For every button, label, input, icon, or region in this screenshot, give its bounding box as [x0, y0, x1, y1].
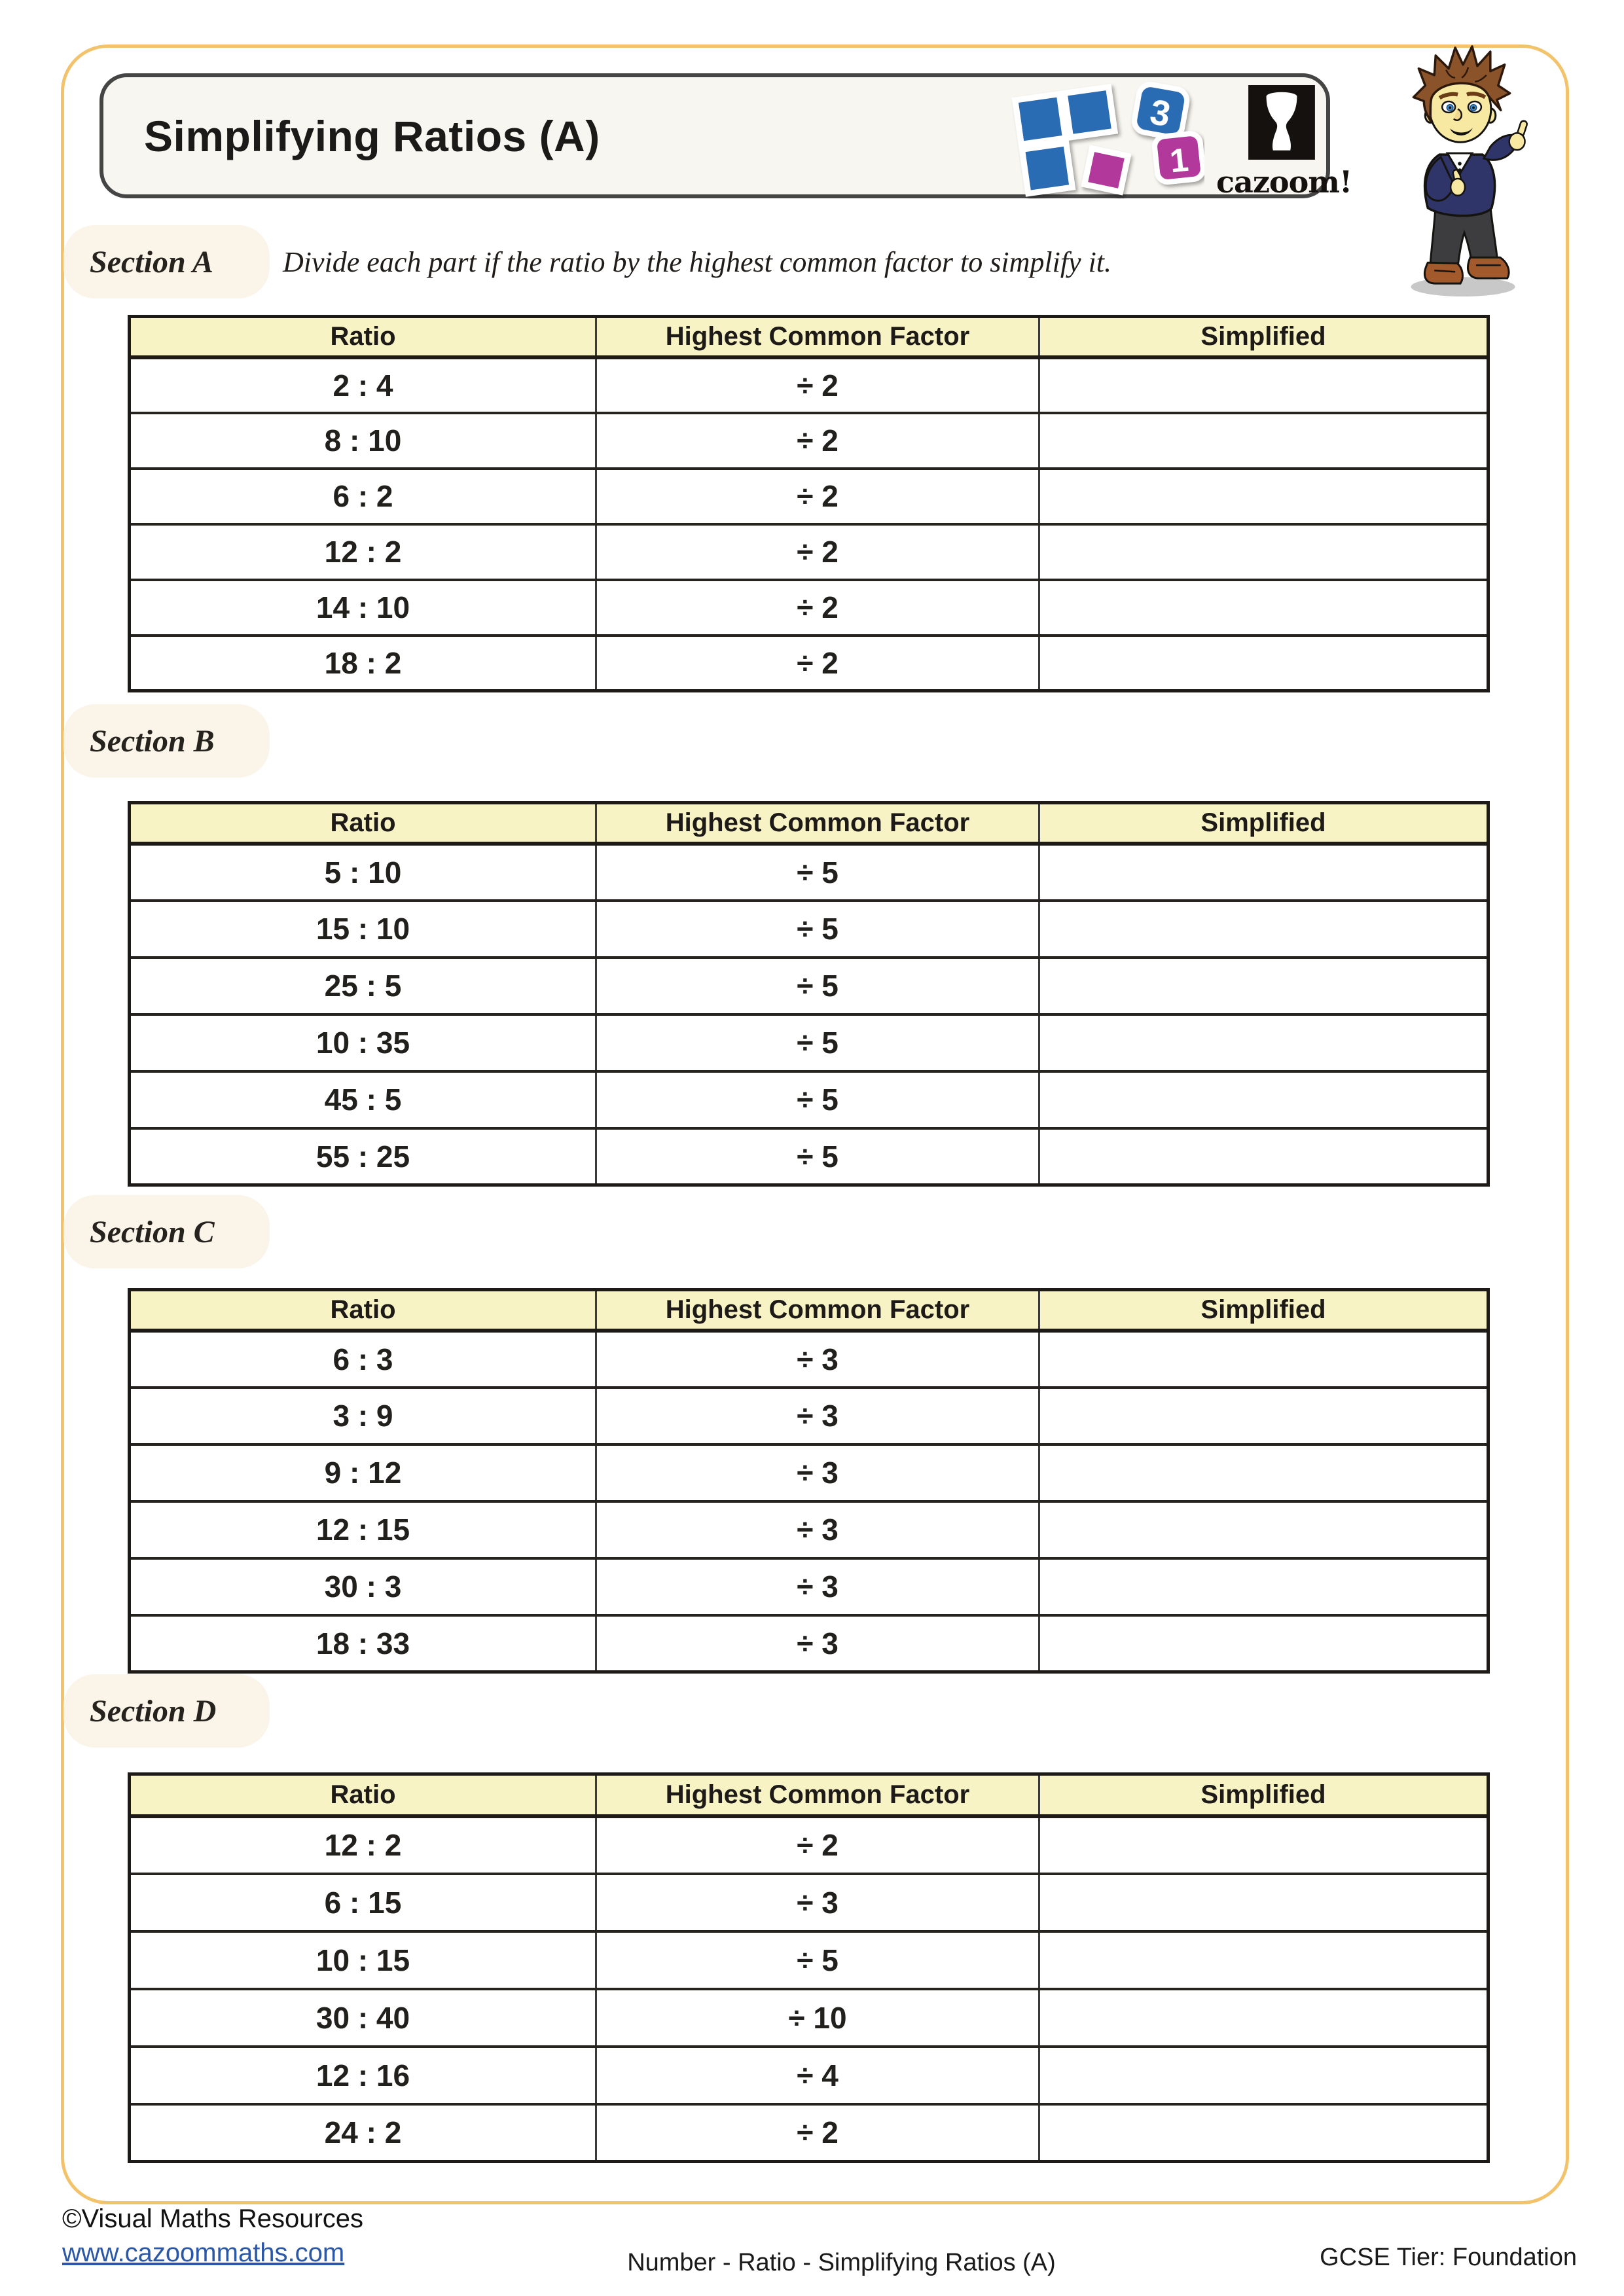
ratio-cell: 18 : 2: [130, 636, 596, 691]
hcf-cell: ÷ 3: [596, 1501, 1039, 1558]
simplified-answer-cell: [1039, 357, 1489, 413]
ratio-cell: 9 : 12: [130, 1444, 596, 1501]
table-row: [130, 1501, 1489, 1558]
section-b-table: [128, 801, 1490, 1187]
ratio-cell: 10 : 35: [130, 1014, 596, 1071]
table-row: [130, 958, 1489, 1014]
simplified-answer-cell: [1039, 413, 1489, 469]
cazoom-logo: [1216, 85, 1352, 200]
table-row: [130, 580, 1489, 636]
simplified-answer-cell: [1039, 1128, 1489, 1185]
simplified-answer-cell: [1039, 1331, 1489, 1388]
hcf-cell: ÷ 5: [596, 901, 1039, 958]
ratio-cell: 55 : 25: [130, 1128, 596, 1185]
col-header-simplified: Simplified: [1039, 1774, 1489, 1816]
table-row: [130, 636, 1489, 691]
ratio-cell: 45 : 5: [130, 1071, 596, 1128]
svg-text:1: 1: [1168, 141, 1191, 180]
simplified-answer-cell: [1039, 1444, 1489, 1501]
ratio-cell: 5 : 10: [130, 844, 596, 901]
table-row: [130, 1388, 1489, 1444]
ratio-cell: 18 : 33: [130, 1615, 596, 1672]
header-row: [130, 1774, 1489, 1816]
simplified-answer-cell: [1039, 901, 1489, 958]
table-row: [130, 524, 1489, 580]
table-row: [130, 1989, 1489, 2047]
hcf-cell: ÷ 2: [596, 636, 1039, 691]
hcf-cell: ÷ 2: [596, 580, 1039, 636]
table-row: [130, 357, 1489, 413]
hcf-cell: ÷ 10: [596, 1989, 1039, 2047]
hcf-cell: ÷ 3: [596, 1444, 1039, 1501]
ratio-cell: 12 : 2: [130, 1816, 596, 1874]
copyright-text: ©Visual Maths Resources: [62, 2204, 364, 2233]
col-header-hcf: Highest Common Factor: [596, 1290, 1039, 1331]
drum-icon: [1248, 85, 1315, 160]
table-row: [130, 1444, 1489, 1501]
number-3-tile-icon: [1132, 82, 1189, 139]
mascot-boy-illustration: [1391, 36, 1545, 303]
hcf-cell: ÷ 2: [596, 357, 1039, 413]
simplified-answer-cell: [1039, 1071, 1489, 1128]
ratio-cell: 12 : 16: [130, 2047, 596, 2104]
table-row: [130, 1558, 1489, 1615]
simplified-answer-cell: [1039, 958, 1489, 1014]
simplified-answer-cell: [1039, 1816, 1489, 1874]
ratio-cell: 12 : 15: [130, 1501, 596, 1558]
ratio-cell: 8 : 10: [130, 413, 596, 469]
hcf-cell: ÷ 2: [596, 1816, 1039, 1874]
ratio-cell: 2 : 4: [130, 357, 596, 413]
table-row: [130, 1331, 1489, 1388]
instruction-text: Divide each part if the ratio by the highest common factor to simplify it.: [283, 245, 1112, 278]
section-c-table: [128, 1288, 1490, 1674]
hcf-cell: ÷ 5: [596, 1014, 1039, 1071]
hcf-cell: ÷ 3: [596, 1874, 1039, 1931]
ratio-cell: 30 : 3: [130, 1558, 596, 1615]
hcf-cell: ÷ 3: [596, 1615, 1039, 1672]
ratio-cell: 25 : 5: [130, 958, 596, 1014]
ratio-cell: 6 : 3: [130, 1331, 596, 1388]
table-row: [130, 1071, 1489, 1128]
simplified-answer-cell: [1039, 2104, 1489, 2162]
col-header-ratio: Ratio: [130, 803, 596, 844]
hcf-cell: ÷ 2: [596, 524, 1039, 580]
section-a-table: [128, 315, 1490, 692]
ratio-cell: 15 : 10: [130, 901, 596, 958]
simplified-answer-cell: [1039, 1874, 1489, 1931]
col-header-simplified: Simplified: [1039, 317, 1489, 357]
simplified-answer-cell: [1039, 580, 1489, 636]
col-header-ratio: Ratio: [130, 1774, 596, 1816]
table-row: [130, 1816, 1489, 1874]
col-header-hcf: Highest Common Factor: [596, 1774, 1039, 1816]
magenta-square-icon: [1085, 149, 1128, 192]
simplified-answer-cell: [1039, 1558, 1489, 1615]
simplified-answer-cell: [1039, 1014, 1489, 1071]
ratio-cell: 10 : 15: [130, 1931, 596, 1989]
simplified-answer-cell: [1039, 1615, 1489, 1672]
simplified-answer-cell: [1039, 844, 1489, 901]
col-header-hcf: Highest Common Factor: [596, 803, 1039, 844]
table-row: [130, 1014, 1489, 1071]
simplified-answer-cell: [1039, 1931, 1489, 1989]
table-row: [130, 2104, 1489, 2162]
ratio-cell: 6 : 15: [130, 1874, 596, 1931]
table-row: [130, 1615, 1489, 1672]
hcf-cell: ÷ 3: [596, 1558, 1039, 1615]
hcf-cell: ÷ 5: [596, 1931, 1039, 1989]
hcf-cell: ÷ 4: [596, 2047, 1039, 2104]
simplified-answer-cell: [1039, 1501, 1489, 1558]
section-d-table: [128, 1772, 1490, 2163]
worksheet-category-text: Number - Ratio - Simplifying Ratios (A): [627, 2249, 1056, 2276]
ratio-cell: 14 : 10: [130, 580, 596, 636]
col-header-simplified: Simplified: [1039, 1290, 1489, 1331]
table-row: [130, 1128, 1489, 1185]
section-b-label: Section B: [63, 704, 270, 778]
hcf-cell: ÷ 2: [596, 469, 1039, 524]
header-row: [130, 803, 1489, 844]
simplified-answer-cell: [1039, 2047, 1489, 2104]
ratio-cell: 6 : 2: [130, 469, 596, 524]
col-header-ratio: Ratio: [130, 1290, 596, 1331]
section-d-label: Section D: [63, 1674, 270, 1748]
page-title: Simplifying Ratios (A): [144, 111, 600, 160]
cazoom-wordmark: cazoom!: [1216, 164, 1352, 200]
gcse-tier-text: GCSE Tier: Foundation: [1320, 2244, 1577, 2271]
ratio-cell: 30 : 40: [130, 1989, 596, 2047]
hcf-cell: ÷ 5: [596, 1071, 1039, 1128]
hcf-cell: ÷ 2: [596, 413, 1039, 469]
col-header-ratio: Ratio: [130, 317, 596, 357]
website-link[interactable]: www.cazoommaths.com: [62, 2238, 345, 2267]
ratio-cell: 24 : 2: [130, 2104, 596, 2162]
hcf-cell: ÷ 5: [596, 1128, 1039, 1185]
hcf-cell: ÷ 3: [596, 1331, 1039, 1388]
header-row: [130, 1290, 1489, 1331]
number-1-tile-icon: [1153, 133, 1204, 183]
simplified-answer-cell: [1039, 1388, 1489, 1444]
table-row: [130, 1874, 1489, 1931]
hcf-cell: ÷ 5: [596, 958, 1039, 1014]
logo-squares-icon: [1008, 75, 1204, 199]
table-row: [130, 1931, 1489, 1989]
simplified-answer-cell: [1039, 524, 1489, 580]
ratio-cell: 12 : 2: [130, 524, 596, 580]
col-header-simplified: Simplified: [1039, 803, 1489, 844]
ratio-cell: 3 : 9: [130, 1388, 596, 1444]
table-row: [130, 844, 1489, 901]
table-row: [130, 2047, 1489, 2104]
simplified-answer-cell: [1039, 1989, 1489, 2047]
section-a-label: Section A: [63, 225, 270, 298]
table-row: [130, 469, 1489, 524]
table-row: [130, 413, 1489, 469]
hcf-cell: ÷ 5: [596, 844, 1039, 901]
hcf-cell: ÷ 3: [596, 1388, 1039, 1444]
header-row: [130, 317, 1489, 357]
section-c-label: Section C: [63, 1195, 270, 1268]
table-row: [130, 901, 1489, 958]
svg-text:3: 3: [1147, 92, 1174, 135]
simplified-answer-cell: [1039, 469, 1489, 524]
col-header-hcf: Highest Common Factor: [596, 317, 1039, 357]
hcf-cell: ÷ 2: [596, 2104, 1039, 2162]
simplified-answer-cell: [1039, 636, 1489, 691]
